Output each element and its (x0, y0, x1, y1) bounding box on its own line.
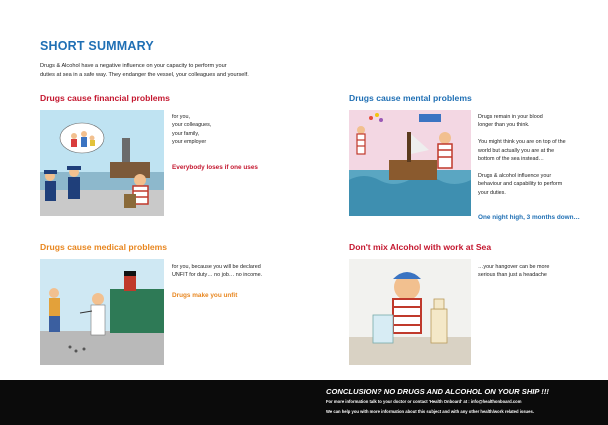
text-line: behaviour and capability to perform (478, 181, 563, 188)
footer-contact-line: For more information talk to your doctor or contact 'Health Onboard' at : info@healthonboard.com (326, 399, 522, 404)
text-line: serious than just a headache (478, 272, 547, 279)
text-line: for you, (172, 114, 190, 120)
work-title: Don't mix Alcohol with work at Sea (349, 242, 492, 252)
text-line: bottom of the sea instead… (478, 156, 544, 163)
intro-text (40, 62, 290, 79)
mental-title: Drugs cause mental problems (349, 93, 472, 103)
work-illustration (349, 259, 471, 365)
text-line: for you, because you will be declared (172, 264, 261, 270)
financial-emphasis: Everybody loses if one uses (172, 164, 258, 171)
text-line: your colleagues, (172, 122, 212, 129)
medical-emphasis: Drugs make you unfit (172, 292, 238, 299)
medical-title: Drugs cause medical problems (40, 242, 168, 252)
medical-illustration (40, 259, 164, 365)
mental-illustration (349, 110, 471, 216)
footer-help-line: We can help you with more information about this subject and with any other health/work related issues. (326, 409, 534, 414)
work-text (478, 263, 549, 280)
mental-emphasis: One night high, 3 months down… (478, 214, 580, 221)
text-line: your employer (172, 139, 207, 146)
text-line (478, 163, 566, 171)
text-line: Drugs remain in your blood (478, 114, 543, 120)
medical-text (172, 263, 262, 280)
intro-line: duties at sea in a safe way. They endanger the vessel, your colleagues and yourself. (40, 71, 249, 78)
text-line: You might think you are on top of the (478, 139, 566, 146)
text-line: UNFIT for duty… no job… no income. (172, 272, 263, 279)
financial-title: Drugs cause financial problems (40, 93, 170, 103)
text-line: your family, (172, 130, 200, 137)
intro-line: Drugs & Alcohol have a negative influence on your capacity to perform your (40, 63, 227, 69)
page-title: SHORT SUMMARY (40, 39, 154, 53)
text-line: world but actually you are at the (478, 147, 555, 154)
footer-title: CONCLUSION? NO DRUGS AND ALCOHOL ON YOUR SHIP !!! (326, 387, 549, 396)
financial-text (172, 113, 211, 147)
text-line: your duties. (478, 189, 506, 196)
text-line: Drugs & alcohol influence your (478, 172, 552, 179)
text-line: …your hangover can be more (478, 264, 550, 270)
financial-illustration (40, 110, 164, 216)
mental-text (478, 113, 566, 197)
text-line (478, 130, 566, 138)
text-line: longer than you think. (478, 122, 530, 129)
